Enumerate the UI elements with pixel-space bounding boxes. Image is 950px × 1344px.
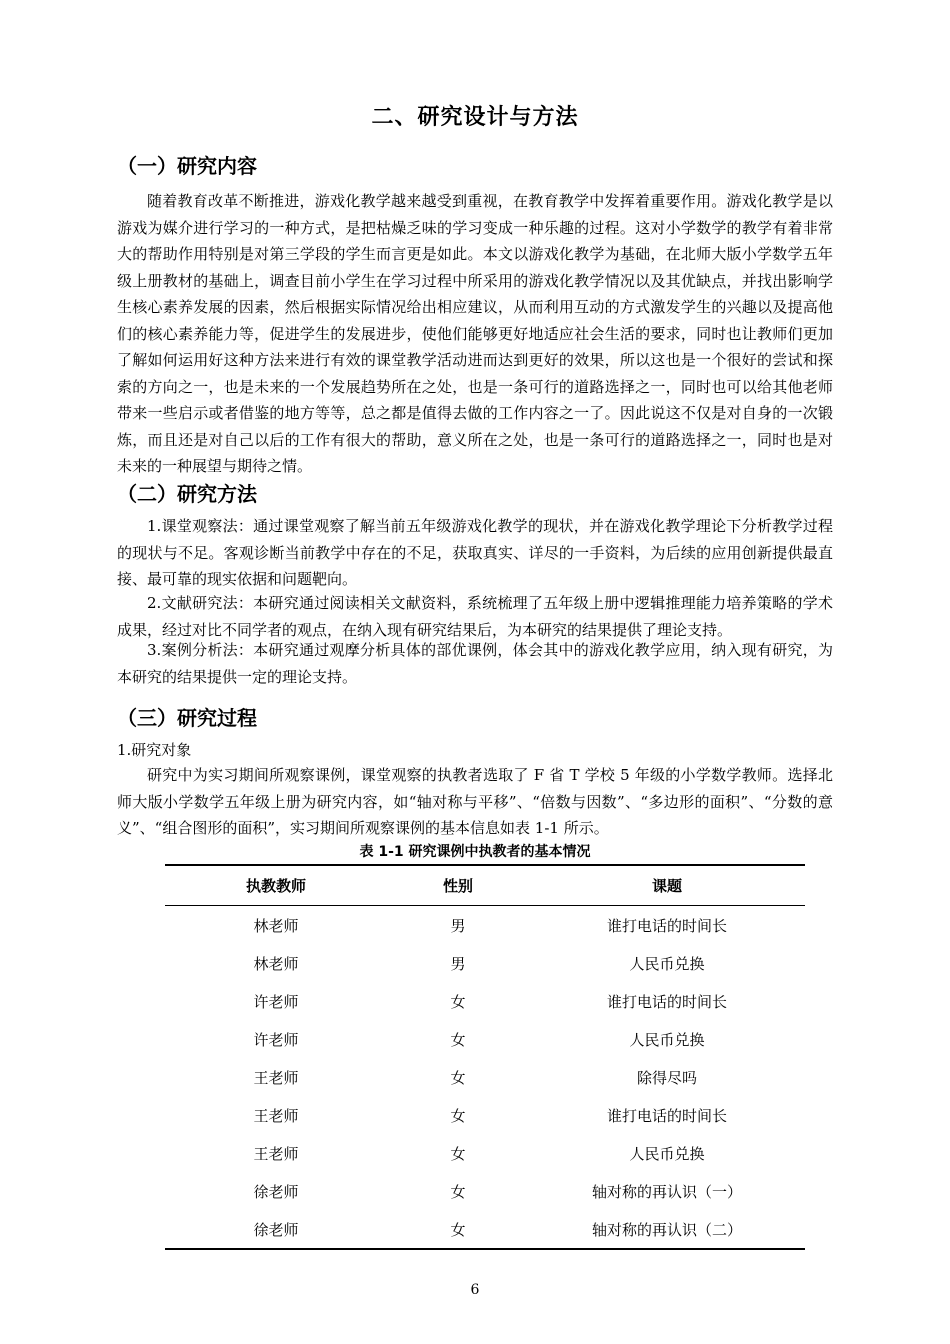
cell-topic: 谁打电话的时间长 [606,1106,727,1125]
paragraph-method-case: 3.案例分析法：本研究通过观摩分析具体的部优课例，体会其中的游戏化教学应用，纳入现有研究，为本研究的结果提供一定的理论支持。 [117,641,833,686]
cell-teacher: 徐老师 [253,1182,299,1201]
cell-gender: 女 [450,992,466,1011]
cell-topic: 除得尽吗 [636,1068,697,1087]
table-row [165,1172,805,1210]
paragraph-method-literature: 2.文献研究法：本研究通过阅读相关文献资料，系统梳理了五年级上册中逻辑推理能力培养策略的学术成果，经过对比不同学者的观点，在纳入现有研究结果后，为本研究的结果提供了理论支持。 [117,594,833,639]
cell-teacher: 许老师 [253,992,299,1011]
table-row [165,1096,805,1134]
cell-teacher: 许老师 [253,1030,299,1049]
header-teacher: 执教教师 [165,865,387,906]
cell-teacher: 王老师 [253,1068,299,1087]
chapter-title: 二、研究设计与方法 [371,105,579,130]
cell-topic: 谁打电话的时间长 [606,992,727,1011]
table-row [165,906,805,945]
section-heading-content: （一）研究内容 [117,154,257,178]
cell-gender: 女 [450,1068,466,1087]
page-number: 6 [470,1282,480,1298]
paragraph-content: 随着教育改革不断推进，游戏化教学越来越受到重视，在教育教学中发挥着重要作用。游戏化教学是以游戏为媒介进行学习的一种方式，是把枯燥乏味的学习变成一种乐趣的过程。这对小学数学的教学有着非常大的帮助作用特别是对第三学段的学生而言更是如此。本文以游戏化教学为基础，在北师大版小学数学五年级上册教材的基础上，调查目前小学生在学习过程中所采用的游戏化教学情况以及其优缺点，并找出影响学生核心素养发展的因素，然后根据实际情况给出相应建议，从而利用互动的方式激发学生的兴趣以及提高他们的核心素养能力等，促进学生的发展进步，使他们能够更好地适应社会生活的要求，同时也让教师们更加了解如何运用好这种方法来进行有效的课堂教学活动进而达到更好的效果，所以这也是一个很好的尝试和探索的方向之一，也是未来的一个发展趋势所在之处，也是一条可行的道路选择之一，同时也可以给其他老师带来一些启示或者借鉴的地方等等，总之都是值得去做的工作内容之一了。因此说这不仅是对自身的一次锻炼，而且还是对自己以后的工作有很大的帮助，意义所在之处，也是一条可行的道路选择之一，同时也是对未来的一种展望与期待之情。 [117,192,833,475]
header-gender: 性别 [387,865,529,906]
cell-gender: 男 [450,954,466,973]
cell-topic: 谁打电话的时间长 [606,916,727,935]
subheading-research-subjects: 1.研究对象 [117,741,192,759]
cell-teacher: 林老师 [253,954,299,973]
header-topic: 课题 [529,865,805,906]
paragraph-method-observation: 1.课堂观察法：通过课堂观察了解当前五年级游戏化教学的现状，并在游戏化教学理论下分析教学过程的现状与不足。客观诊断当前教学中存在的不足，获取真实、详尽的一手资料，为后续的应用创新提供最直接、最可靠的现实依据和问题靶向。 [117,517,833,588]
section-heading-methods: （二）研究方法 [117,482,257,506]
cell-teacher: 林老师 [253,916,299,935]
cell-gender: 女 [450,1030,466,1049]
teacher-info-table [165,864,805,1250]
cell-topic: 人民币兑换 [629,954,705,973]
table-row [165,982,805,1020]
cell-gender: 女 [450,1106,466,1125]
section-heading-process: （三）研究过程 [117,706,257,730]
cell-gender: 男 [450,916,466,935]
cell-teacher: 王老师 [253,1144,299,1163]
cell-topic: 轴对称的再认识（二） [529,1210,805,1249]
table-row [165,1020,805,1058]
paragraph-process: 研究中为实习期间所观察课例，课堂观察的执教者选取了 F 省 T 学校 5 年级的小学数学教师。选择北师大版小学数学五年级上册为研究内容，如“轴对称与平移”、“倍数与因数”、“多边形的面积”、“分数的意义”、“组合图形的面积”，实习期间所观察课例的基本信息如表 1-1 所示。 [117,766,833,837]
cell-teacher: 徐老师 [165,1210,387,1249]
cell-topic: 人民币兑换 [629,1030,705,1049]
table-row [165,944,805,982]
table-row [165,1058,805,1096]
cell-teacher: 王老师 [253,1106,299,1125]
cell-topic: 人民币兑换 [629,1144,705,1163]
table-caption: 表 1-1 研究课例中执教者的基本情况 [359,844,591,860]
table-row [165,1134,805,1172]
table-header-row [165,865,805,906]
cell-gender: 女 [387,1210,529,1249]
table-row [165,1210,805,1249]
cell-gender: 女 [450,1144,466,1163]
cell-gender: 女 [450,1182,466,1201]
cell-topic: 轴对称的再认识（一） [591,1182,742,1201]
